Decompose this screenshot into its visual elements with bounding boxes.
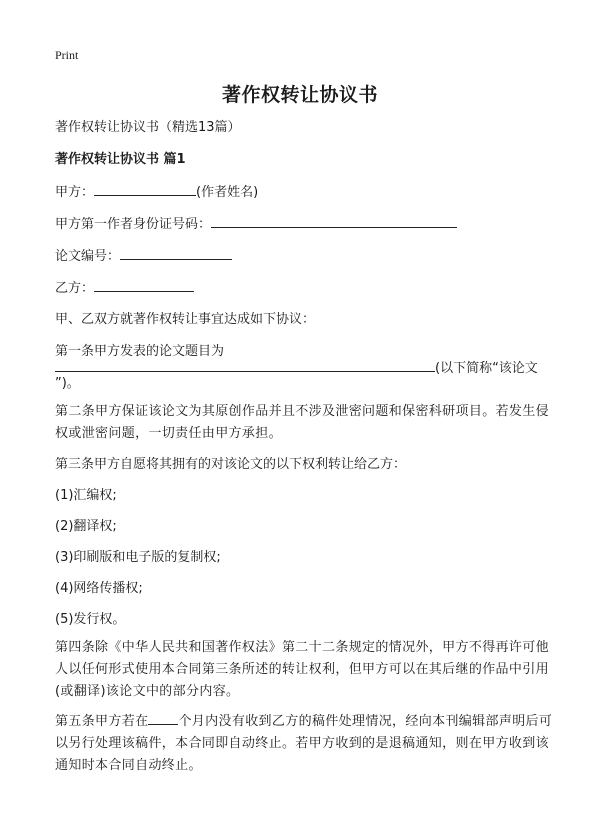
article1-suffix: (以下简称“该论文 — [435, 361, 538, 376]
party-b-label: 乙方： — [55, 281, 95, 296]
list-item: (1)汇编权; — [55, 488, 117, 503]
article5 — [55, 710, 555, 777]
list-item: (5)发行权。 — [55, 612, 126, 627]
paper-number-line — [55, 245, 232, 268]
list-item: (2)翻译权; — [55, 519, 117, 534]
article4: 第四条除《中华人民共和国著作权法》第二十二条规定的情况外，甲方不得再许可他人以任何形式使用本合同第三条所述的转让权利，但甲方可以在其后继的作品中引用(或翻译)该论文中的部分内容。 — [55, 640, 549, 699]
first-author-id-line — [55, 213, 457, 236]
article1-intro: 第一条甲方发表的论文题目为 — [55, 344, 225, 359]
party-a-suffix: (作者姓名) — [196, 185, 259, 200]
paper-number-label: 论文编号： — [55, 249, 121, 264]
article5-rest: 个月内没有收到乙方的稿件处理情况，经向本刊编辑部声明后可以另行处理该稿件，本合同即自动终止。若甲方收到的是退稿通知，则在甲方收到该通知时本合同自动终止。 — [55, 714, 553, 773]
article3: 第三条甲方自愿将其拥有的对该论文的以下权利转让给乙方： — [55, 457, 407, 472]
first-author-id-blank — [211, 213, 457, 228]
paper-number-blank — [120, 245, 232, 260]
article1-title-line — [55, 357, 538, 380]
party-b-name-blank — [94, 277, 194, 292]
article5-prefix: 第五条甲方若在 — [55, 714, 149, 729]
first-author-id-label: 甲方第一作者身份证号码： — [55, 217, 212, 232]
agreement-intro: 甲、乙双方就著作权转让事宜达成如下协议： — [55, 312, 316, 327]
party-a-name-blank — [94, 181, 196, 196]
party-a-label: 甲方： — [55, 185, 95, 200]
paper-title-blank — [55, 357, 435, 372]
article2: 第二条甲方保证该论文为其原创作品并且不涉及泄密问题和保密科研项目。若发生侵权或泄密问题，一切责任由甲方承担。 — [55, 404, 549, 441]
party-a-line — [55, 181, 258, 204]
print-link[interactable]: Print — [55, 48, 79, 62]
doc-subtitle: 著作权转让协议书（精选13篇） — [55, 120, 241, 135]
months-blank — [148, 710, 178, 725]
page-title: 著作权转让协议书 — [221, 84, 378, 106]
article1-end: ”)。 — [55, 376, 80, 391]
party-b-line — [55, 277, 194, 300]
list-item: (3)印刷版和电子版的复制权; — [55, 550, 221, 565]
list-item: (4)网络传播权; — [55, 581, 143, 596]
section-heading: 著作权转让协议书 篇1 — [55, 152, 186, 167]
